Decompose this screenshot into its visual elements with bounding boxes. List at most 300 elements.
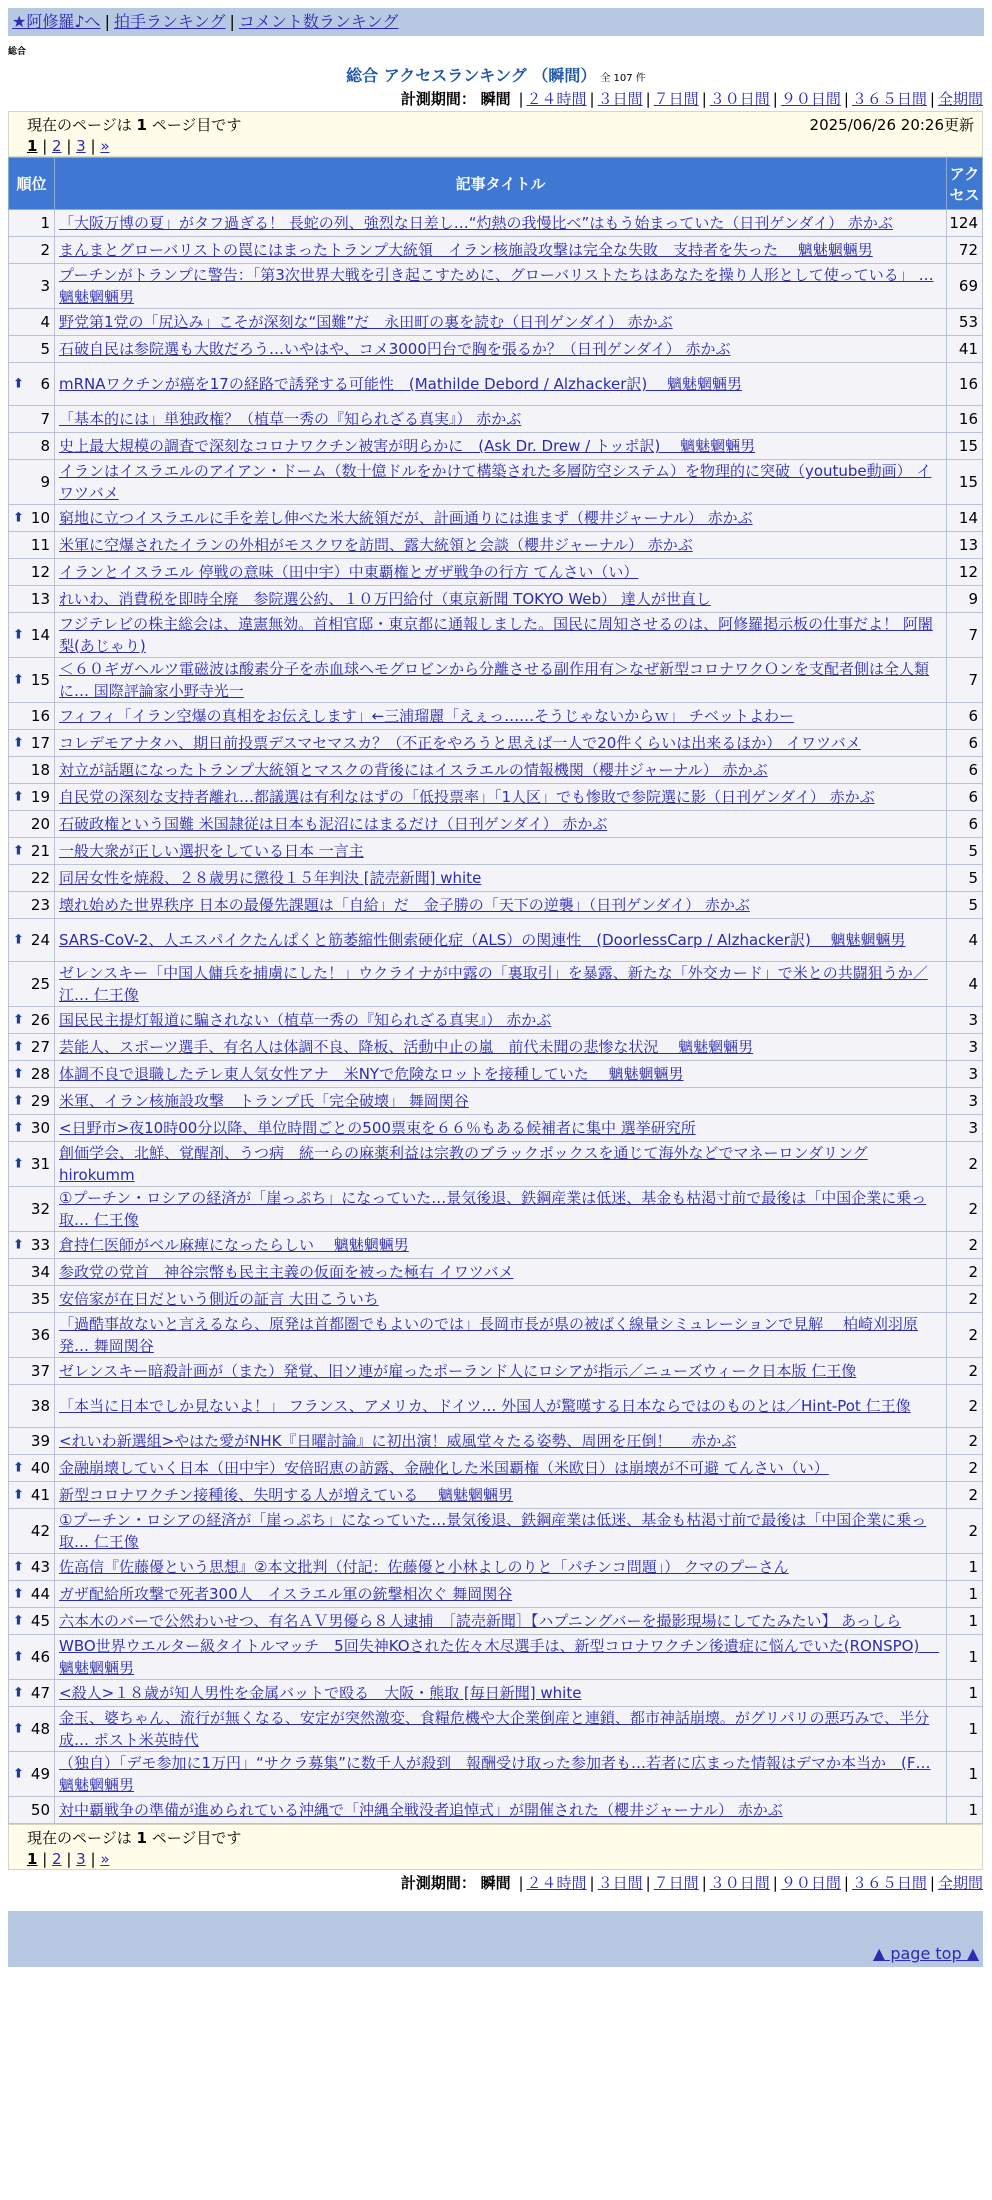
article-title-link[interactable]: 史上最大規模の調査で深刻なコロナワクチン被害が明らかに (Ask Dr. Drew / トッポ訳) 魑魅魍魎男 <box>59 437 756 455</box>
title-cell <box>55 1554 947 1581</box>
access-count: 1 <box>947 1635 983 1680</box>
title-cell <box>55 1115 947 1142</box>
title-cell <box>55 1358 947 1385</box>
article-title-link[interactable]: プーチンがトランプに警告：「第3次世界大戦を引き起こすために、グローバリストたちはあなたを操り人形として使っている」 … 魑魅魍魎男 <box>59 266 934 306</box>
table-row <box>9 1115 983 1142</box>
title-cell <box>55 264 947 309</box>
access-count: 6 <box>947 703 983 730</box>
rank-up-arrow-icon: ⬆ <box>13 1586 24 1602</box>
table-row <box>9 892 983 919</box>
rank-number: 14 <box>30 626 50 644</box>
table-row <box>9 1554 983 1581</box>
rank-number: 32 <box>30 1200 50 1218</box>
article-title-link[interactable]: ①プーチン・ロシアの経済が「崖っぷち」になっていた…景気後退、鉄鋼産業は低迷、基金も枯渇寸前で最後は「中国企業に乗っ取… 仁王像 <box>59 1511 927 1551</box>
access-count: 2 <box>947 1509 983 1554</box>
page-top-bar <box>8 1941 983 1967</box>
pagination-bottom <box>27 1850 974 1869</box>
access-count: 2 <box>947 1286 983 1313</box>
access-count: 3 <box>947 1034 983 1061</box>
period-separator: | <box>929 1874 935 1892</box>
pager-separator: | <box>85 137 101 155</box>
title-cell <box>55 919 947 962</box>
article-title-link[interactable]: 同居女性を焼殺、２８歳男に懲役１５年判決 [読売新聞] white <box>59 869 482 887</box>
rank-number: 44 <box>30 1585 50 1603</box>
rank-up-arrow-icon: ⬆ <box>13 1613 24 1629</box>
period-selector-top <box>8 88 983 109</box>
pager-separator: | <box>37 137 53 155</box>
table-row <box>9 962 983 1007</box>
page-info-box-bottom <box>8 1824 983 1870</box>
rank-cell <box>9 264 55 309</box>
bottom-bar <box>8 1911 983 1941</box>
table-row <box>9 505 983 532</box>
article-title-link[interactable]: 六本木のバーで公然わいせつ、有名ＡＶ男優ら８人逮捕 ［読売新聞］【ハプニングバーを撮影現場にしてたみたい】 あっしら <box>59 1612 902 1630</box>
pager-next-link[interactable]: » <box>100 1850 110 1868</box>
period-separator: | <box>518 1874 524 1892</box>
title-cell <box>55 1088 947 1115</box>
article-title-link[interactable]: 石破政権という国難 米国隷従は日本も泥沼にはまるだけ（日刊ゲンダイ） 赤かぶ <box>59 815 608 833</box>
article-title-link[interactable]: 国民民主提灯報道に騙されない（植草一秀の『知られざる真実』） 赤かぶ <box>59 1011 552 1029</box>
table-row <box>9 784 983 811</box>
access-count: 2 <box>947 1313 983 1358</box>
period-link[interactable]: ３日間 <box>597 90 643 108</box>
article-title-link[interactable]: （独自）「デモ参加に1万円」“サクラ募集”に数千人が殺到 報酬受け取った参加者も…若者に広まった情報はデマか本当か (F… 魑魅魍魎男 <box>59 1754 931 1794</box>
access-count: 2 <box>947 1455 983 1482</box>
rank-cell <box>9 703 55 730</box>
rank-number: 6 <box>40 375 50 393</box>
article-title-link[interactable]: ゼレンスキー暗殺計画が（また）発覚、旧ソ連が雇ったポーランド人にロシアが指示／ニューズウィーク日本版 仁王像 <box>59 1362 857 1380</box>
rank-cell <box>9 1385 55 1428</box>
table-row <box>9 559 983 586</box>
period-link[interactable]: ７日間 <box>653 1874 699 1892</box>
period-link[interactable]: ３６５日間 <box>851 90 927 108</box>
table-row <box>9 1482 983 1509</box>
article-title-link[interactable]: <殺人>１８歳が知人男性を金属バットで殴る 大阪・熊取 [毎日新聞] white <box>59 1684 582 1702</box>
rank-cell <box>9 1428 55 1455</box>
access-count: 14 <box>947 505 983 532</box>
rank-number: 47 <box>30 1684 50 1702</box>
period-link[interactable]: ２４時間 <box>526 90 587 108</box>
title-cell <box>55 892 947 919</box>
rank-cell <box>9 1635 55 1680</box>
rank-cell <box>9 1608 55 1635</box>
table-row <box>9 336 983 363</box>
rank-up-arrow-icon: ⬆ <box>13 789 24 805</box>
rank-cell <box>9 658 55 703</box>
article-title-link[interactable]: まんまとグローバリストの罠にはまったトランプ大統領 イラン核施設攻撃は完全な失敗 支持者を失った 魑魅魍魎男 <box>59 241 873 259</box>
top-nav-bar <box>8 8 984 36</box>
rank-number: 28 <box>30 1065 50 1083</box>
access-count: 16 <box>947 363 983 406</box>
page-status-number: 1 <box>136 116 147 134</box>
article-title-link[interactable]: イランはイスラエルのアイアン・ドーム（数十億ドルをかけて構築された多層防空システム）を物理的に突破（youtube動画） イワツバメ <box>59 462 932 502</box>
rank-number: 43 <box>30 1558 50 1576</box>
table-row <box>9 730 983 757</box>
rank-up-arrow-icon: ⬆ <box>13 627 24 643</box>
rank-number: 24 <box>30 931 50 949</box>
article-title-link[interactable]: フィフィ「イラン空爆の真相をお伝えします」←三浦瑠麗「えぇっ……そうじゃないからｗ」 チベットよわー <box>59 707 794 725</box>
rank-cell <box>9 1509 55 1554</box>
table-row <box>9 613 983 658</box>
article-title-link[interactable]: 米軍に空爆されたイランの外相がモスクワを訪問、露大統領と会談（櫻井ジャーナル） 赤かぶ <box>59 536 693 554</box>
table-row <box>9 919 983 962</box>
table-row <box>9 1358 983 1385</box>
access-count: 1 <box>947 1581 983 1608</box>
pager-page-link[interactable]: 3 <box>76 1850 86 1868</box>
article-title-link[interactable]: <日野市>夜10時00分以降、単位時間ごとの500票束を６６％もある候補者に集中 選挙研究所 <box>59 1119 696 1137</box>
article-title-link[interactable]: 対中覇戦争の準備が進められている沖縄で「沖縄全戦没者追悼式」が開催された（櫻井ジャーナル） 赤かぶ <box>59 1801 783 1819</box>
rank-up-arrow-icon: ⬆ <box>13 1649 24 1665</box>
page-info-box <box>8 111 983 157</box>
table-row <box>9 237 983 264</box>
table-row <box>9 1797 983 1824</box>
table-row <box>9 1581 983 1608</box>
access-count: 2 <box>947 1259 983 1286</box>
title-cell <box>55 1007 947 1034</box>
table-row <box>9 1142 983 1187</box>
rank-number: 4 <box>40 313 50 331</box>
access-count: 15 <box>947 460 983 505</box>
article-title-link[interactable]: 新型コロナワクチン接種後、失明する人が増えている 魑魅魍魎男 <box>59 1486 514 1504</box>
article-title-link[interactable]: WBO世界ウエルター級タイトルマッチ 5回失神KOされた佐々木尽選手は、新型コロナワクチン後遺症に悩んでいた(RONSPO) 魑魅魍魎男 <box>59 1637 940 1677</box>
rank-number: 31 <box>30 1155 50 1173</box>
rank-number: 17 <box>30 734 50 752</box>
article-title-link[interactable]: ＜６０ギガヘルツ電磁波は酸素分子を赤血球ヘモグロビンから分離させる副作用有＞なぜ新型コロナワクＯンを支配者側は全人類に… 国際評論家小野寺光一 <box>59 660 930 700</box>
rank-cell <box>9 559 55 586</box>
title-cell <box>55 757 947 784</box>
article-title-link[interactable]: 金玉、婆ちゃん、流行が無くなる、安定が突然激変、食糧危機や大企業倒産と連鎖、都市神話崩壊。がグリパリの悪巧みで、半分成… ポスト米英時代 <box>59 1709 930 1749</box>
header-rank: 順位 <box>9 158 55 210</box>
table-row <box>9 586 983 613</box>
rank-up-arrow-icon: ⬆ <box>13 1685 24 1701</box>
title-cell <box>55 1061 947 1088</box>
article-title-link[interactable]: 一般大衆が正しい選択をしている日本 一言主 <box>59 842 364 860</box>
access-count: 6 <box>947 811 983 838</box>
access-count: 7 <box>947 613 983 658</box>
rank-up-arrow-icon: ⬆ <box>13 1460 24 1476</box>
rank-cell <box>9 1034 55 1061</box>
rank-cell <box>9 1707 55 1752</box>
title-cell <box>55 838 947 865</box>
access-count: 53 <box>947 309 983 336</box>
rank-number: 48 <box>30 1720 50 1738</box>
title-cell <box>55 1455 947 1482</box>
nav-applause-ranking-link[interactable]: 拍手ランキング <box>113 12 226 31</box>
pager-next-link[interactable]: » <box>100 137 110 155</box>
article-title-link[interactable]: 野党第1党の「尻込み」こそが深刻な“国難”だ 永田町の裏を読む（日刊ゲンダイ） 赤かぶ <box>59 313 673 331</box>
rank-cell <box>9 336 55 363</box>
access-count: 1 <box>947 1752 983 1797</box>
article-title-link[interactable]: 倉持仁医師がベル麻痺になったらしい 魑魅魍魎男 <box>59 1236 409 1254</box>
access-count: 2 <box>947 1187 983 1232</box>
article-title-link[interactable]: 「基本的には」単独政権？（植草一秀の『知られざる真実』） 赤かぶ <box>59 410 522 428</box>
table-row <box>9 406 983 433</box>
rank-number: 5 <box>40 340 50 358</box>
rank-up-arrow-icon: ⬆ <box>13 1120 24 1136</box>
rank-number: 8 <box>40 437 50 455</box>
rank-number: 19 <box>30 788 50 806</box>
article-title-link[interactable]: 体調不良で退職したテレ東人気女性アナ 米NYで危険なロットを接種していた 魑魅魍魎男 <box>59 1065 684 1083</box>
period-selector-bottom: 計測期間： 瞬間 | ２４時間 | ３日間 | ７日間 | ３０日間 | ９０日間 | ３６５日間 | 全期間 <box>400 1874 983 1892</box>
rank-number: 37 <box>30 1362 50 1380</box>
article-title-link[interactable]: 「大阪万博の夏」がタフ過ぎる！ 長蛇の列、強烈な日差し…“灼熱の我慢比べ”はもう始まっていた（日刊ゲンダイ） 赤かぶ <box>59 214 893 232</box>
rank-cell <box>9 309 55 336</box>
title-cell <box>55 703 947 730</box>
period-link[interactable]: 全期間 <box>937 1874 983 1892</box>
title-cell <box>55 1142 947 1187</box>
article-title-link[interactable]: 「本当に日本でしか見ないよ！」 フランス、アメリカ、ドイツ… 外国人が驚嘆する日本ならではのものとは／Hint-Pot 仁王像 <box>59 1397 911 1415</box>
article-title-link[interactable]: 金融崩壊していく日本（田中宇）安倍昭恵の訪露、金融化した米国覇権（米欧日）は崩壊が不可避 てんさい（い） <box>59 1459 829 1477</box>
period-link[interactable]: ３０日間 <box>709 1874 770 1892</box>
site-label: 総合 <box>8 47 27 57</box>
rank-cell <box>9 237 55 264</box>
table-row <box>9 1608 983 1635</box>
table-row <box>9 363 983 406</box>
rank-up-arrow-icon: ⬆ <box>13 376 24 392</box>
rank-cell <box>9 586 55 613</box>
rank-number: 49 <box>30 1765 50 1783</box>
period-separator: | <box>929 90 935 108</box>
pager-separator: | <box>61 1850 77 1868</box>
rank-cell <box>9 730 55 757</box>
rank-cell <box>9 613 55 658</box>
article-title-link[interactable]: ガザ配給所攻撃で死者300人 イスラエル軍の銃撃相次ぐ 舞岡関谷 <box>59 1585 513 1603</box>
pager-page-link[interactable]: 2 <box>52 137 62 155</box>
period-separator: | <box>843 1874 849 1892</box>
rank-cell <box>9 1313 55 1358</box>
title-cell <box>55 532 947 559</box>
access-count: 1 <box>947 1680 983 1707</box>
title-cell <box>55 1034 947 1061</box>
article-title-link[interactable]: 対立が話題になったトランプ大統領とマスクの背後にはイスラエルの情報機関（櫻井ジャーナル） 赤かぶ <box>59 761 768 779</box>
period-link[interactable]: ７日間 <box>653 90 699 108</box>
rank-number: 2 <box>40 241 50 259</box>
access-count: 69 <box>947 264 983 309</box>
article-title-link[interactable]: 芸能人、スポーツ選手、有名人は体調不良、降板、活動中止の嵐 前代未聞の悲惨な状況 魑魅魍魎男 <box>59 1038 754 1056</box>
title-cell <box>55 210 947 237</box>
access-count: 2 <box>947 1358 983 1385</box>
article-title-link[interactable]: 「過酷事故ないと言えるなら、原発は首都圏でもよいのでは」長岡市長が県の被ばく線量シミュレーションで見解 柏崎刈羽原発… 舞岡関谷 <box>59 1315 918 1355</box>
title-cell <box>55 1482 947 1509</box>
rank-cell <box>9 1232 55 1259</box>
rank-cell <box>9 1554 55 1581</box>
pagination-top <box>27 137 974 156</box>
rank-up-arrow-icon: ⬆ <box>13 1156 24 1172</box>
period-current: 瞬間 <box>480 90 511 108</box>
title-cell <box>55 586 947 613</box>
rank-cell <box>9 460 55 505</box>
table-row <box>9 703 983 730</box>
title-cell <box>55 1232 947 1259</box>
period-link[interactable]: ２４時間 <box>526 1874 587 1892</box>
rank-up-arrow-icon: ⬆ <box>13 1487 24 1503</box>
rank-number: 18 <box>30 761 50 779</box>
table-row <box>9 1313 983 1358</box>
rank-number: 1 <box>40 214 50 232</box>
rank-cell <box>9 1088 55 1115</box>
rank-cell <box>9 505 55 532</box>
page-status-bottom: 現在のページは 1 ページ目です <box>27 1829 242 1847</box>
rank-number: 11 <box>30 536 50 554</box>
period-separator: | <box>589 1874 595 1892</box>
article-title-link[interactable]: SARS-CoV-2、人エスパイクたんぱくと筋萎縮性側索硬化症（ALS）の関連性 (DoorlessCarp / Alzhacker訳) 魑魅魍魎男 <box>59 931 906 949</box>
access-count: 3 <box>947 1088 983 1115</box>
article-title-link[interactable]: 創価学会、北鮮、覚醒剤、うつ病 統一らの麻薬利益は宗教のブラックボックスを通じて海外などでマネーロンダリング hirokumm <box>59 1144 868 1184</box>
title-cell <box>55 336 947 363</box>
rank-cell <box>9 838 55 865</box>
access-count: 12 <box>947 559 983 586</box>
table-row <box>9 264 983 309</box>
rank-cell <box>9 433 55 460</box>
table-row <box>9 1259 983 1286</box>
table-row <box>9 433 983 460</box>
table-row <box>9 532 983 559</box>
period-link[interactable]: ３日間 <box>597 1874 643 1892</box>
article-title-link[interactable]: フジテレビの株主総会は、違憲無効。首相官邸・東京都に通報しました。国民に周知させるのは、阿修羅掲示板の仕事だよ！ 阿闍梨(あじゃり) <box>59 615 933 655</box>
title-cell <box>55 1259 947 1286</box>
access-count: 2 <box>947 1428 983 1455</box>
access-count: 124 <box>947 210 983 237</box>
period-link[interactable]: ９０日間 <box>780 1874 841 1892</box>
table-row <box>9 658 983 703</box>
rank-number: 46 <box>30 1648 50 1666</box>
rank-number: 36 <box>30 1326 50 1344</box>
rank-cell <box>9 1680 55 1707</box>
rank-cell <box>9 1187 55 1232</box>
period-separator: | <box>701 1874 707 1892</box>
article-title-link[interactable]: <れいわ新選組>やはた愛がNHK『日曜討論』に初出演！威風堂々たる姿勢、周囲を圧倒！ 赤かぶ <box>59 1432 737 1450</box>
table-row <box>9 811 983 838</box>
article-title-link[interactable]: 石破自民は参院選も大敗だろう…いやはや、コメ3000円台で胸を張るか？（日刊ゲンダイ） 赤かぶ <box>59 340 731 358</box>
article-title-link[interactable]: 安倍家が在日だという側近の証言 大田こういち <box>59 1290 379 1308</box>
rank-number: 10 <box>30 509 50 527</box>
rank-number: 25 <box>30 975 50 993</box>
page-top-link[interactable]: ▲ page top ▲ <box>872 1944 979 1963</box>
access-count: 4 <box>947 962 983 1007</box>
table-row <box>9 460 983 505</box>
article-title-link[interactable]: 佐高信『佐藤優という思想』②本文批判（付記：佐藤優と小林よしのりと「パチンコ問題」） クマのプーさん <box>59 1558 789 1576</box>
ranking-table <box>8 157 983 1824</box>
title-cell <box>55 1752 947 1797</box>
article-title-link[interactable]: イランとイスラエル 停戦の意味（田中宇）中東覇権とガザ戦争の行方 てんさい（い） <box>59 563 639 581</box>
access-count: 1 <box>947 1797 983 1824</box>
title-cell <box>55 309 947 336</box>
article-title-link[interactable]: 米軍、イラン核施設攻撃 トランプ氏「完全破壊」 舞岡関谷 <box>59 1092 469 1110</box>
rank-cell <box>9 1752 55 1797</box>
rank-number: 9 <box>40 473 50 491</box>
period-link[interactable]: ３０日間 <box>709 90 770 108</box>
article-title-link[interactable]: 自民党の深刻な支持者離れ…都議選は有利なはずの「低投票率」「1人区」でも惨敗で参院選に影（日刊ゲンダイ） 赤かぶ <box>59 788 875 806</box>
rank-cell <box>9 1259 55 1286</box>
title-cell <box>55 505 947 532</box>
period-separator: | <box>645 90 651 108</box>
title-cell <box>55 1313 947 1358</box>
rank-cell <box>9 1482 55 1509</box>
title-cell <box>55 730 947 757</box>
pager-separator: | <box>37 1850 53 1868</box>
pager-current-page: 1 <box>27 1850 38 1868</box>
period-link[interactable]: ９０日間 <box>780 90 841 108</box>
table-row <box>9 210 983 237</box>
table-row <box>9 1752 983 1797</box>
rank-number: 12 <box>30 563 50 581</box>
title-cell <box>55 1635 947 1680</box>
article-title-link[interactable]: コレデモアナタハ、期日前投票デスマセマスカ？（不正をやろうと思えば一人で20件くらいは出来るほか） イワツバメ <box>59 734 861 752</box>
pager-current-page: 1 <box>27 137 38 155</box>
update-timestamp: 2025/06/26 20:26更新 <box>809 116 974 134</box>
pager-separator: | <box>61 137 77 155</box>
article-title-link[interactable]: 壊れ始めた世界秩序 日本の最優先課題は「自給」だ 金子勝の「天下の逆襲」（日刊ゲンダイ） 赤かぶ <box>59 896 750 914</box>
nav-separator: | <box>229 12 235 31</box>
article-title-link[interactable]: ①プーチン・ロシアの経済が「崖っぷち」になっていた…景気後退、鉄鋼産業は低迷、基金も枯渇寸前で最後は「中国企業に乗っ取… 仁王像 <box>59 1189 927 1229</box>
title-cell <box>55 613 947 658</box>
period-label: 計測期間： <box>400 90 476 108</box>
table-row <box>9 1061 983 1088</box>
table-row <box>9 1088 983 1115</box>
access-count: 72 <box>947 237 983 264</box>
access-count: 7 <box>947 658 983 703</box>
page-title-text: 総合 アクセスランキング （瞬間） <box>346 66 597 85</box>
header-title: 記事タイトル <box>55 158 947 210</box>
rank-cell <box>9 1115 55 1142</box>
article-title-link[interactable]: れいわ、消費税を即時全廃 参院選公約、１０万円給付（東京新聞 TOKYO Web） 達人が世直し <box>59 590 711 608</box>
rank-up-arrow-icon: ⬆ <box>13 932 24 948</box>
rank-number: 26 <box>30 1011 50 1029</box>
table-row <box>9 865 983 892</box>
rank-number: 23 <box>30 896 50 914</box>
access-count: 2 <box>947 1482 983 1509</box>
rank-number: 30 <box>30 1119 50 1137</box>
rank-cell <box>9 784 55 811</box>
rank-number: 20 <box>30 815 50 833</box>
rank-number: 42 <box>30 1522 50 1540</box>
rank-up-arrow-icon: ⬆ <box>13 735 24 751</box>
table-row <box>9 1509 983 1554</box>
article-title-link[interactable]: mRNAワクチンが癌を17の経路で誘発する可能性 (Mathilde Debord / Alzhacker訳) 魑魅魍魎男 <box>59 375 742 393</box>
rank-up-arrow-icon: ⬆ <box>13 1093 24 1109</box>
title-cell <box>55 1187 947 1232</box>
article-title-link[interactable]: 参政党の党首 神谷宗幣も民主主義の仮面を被った極右 イワツバメ <box>59 1263 514 1281</box>
access-count: 3 <box>947 1061 983 1088</box>
access-count: 6 <box>947 730 983 757</box>
rank-up-arrow-icon: ⬆ <box>13 1766 24 1782</box>
rank-number: 34 <box>30 1263 50 1281</box>
article-title-link[interactable]: 窮地に立つイスラエルに手を差し伸べた米大統領だが、計画通りには進まず（櫻井ジャーナル） 赤かぶ <box>59 509 753 527</box>
rank-cell <box>9 1286 55 1313</box>
article-title-link[interactable]: ゼレンスキー「中国人傭兵を捕虜にした！」ウクライナが中露の「裏取引」を暴露、新たな「外交カード」で米との共闘狙うか／江… 仁王像 <box>59 964 928 1004</box>
total-count: 全 107 件 <box>600 73 646 84</box>
period-link[interactable]: ３６５日間 <box>851 1874 927 1892</box>
title-cell <box>55 1707 947 1752</box>
period-separator: | <box>701 90 707 108</box>
table-row <box>9 1007 983 1034</box>
rank-cell <box>9 865 55 892</box>
pager-page-link[interactable]: 3 <box>76 137 86 155</box>
rank-cell <box>9 532 55 559</box>
rank-up-arrow-icon: ⬆ <box>13 1066 24 1082</box>
access-count: 4 <box>947 919 983 962</box>
rank-cell <box>9 210 55 237</box>
title-cell <box>55 363 947 406</box>
pager-page-link[interactable]: 2 <box>52 1850 62 1868</box>
access-count: 5 <box>947 892 983 919</box>
title-cell <box>55 1428 947 1455</box>
rank-cell <box>9 1455 55 1482</box>
nav-comment-ranking-link[interactable]: コメント数ランキング <box>238 12 399 31</box>
rank-up-arrow-icon: ⬆ <box>13 1721 24 1737</box>
nav-home-link[interactable]: ★阿修羅♪へ <box>12 12 101 31</box>
period-link[interactable]: 全期間 <box>937 90 983 108</box>
